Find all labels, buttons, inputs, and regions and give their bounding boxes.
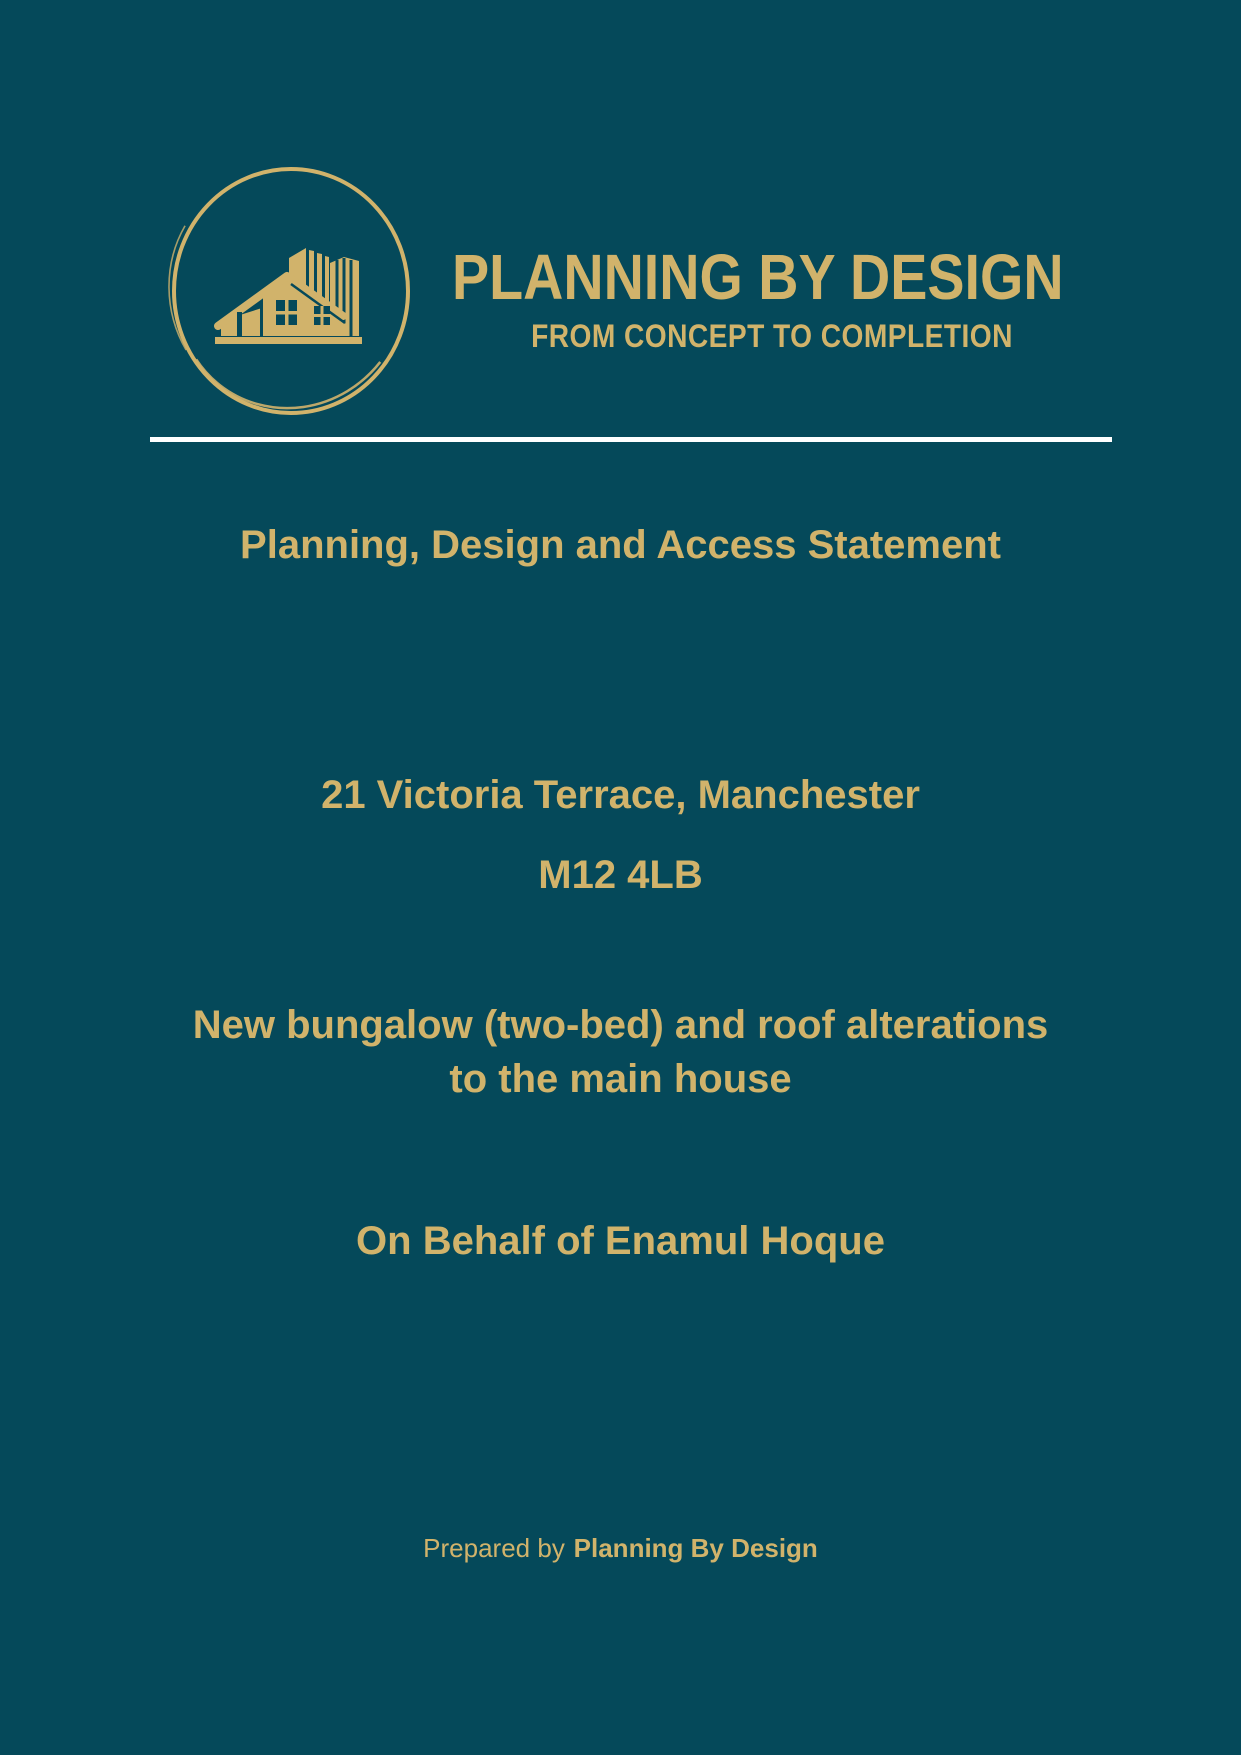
on-behalf-line: On Behalf of Enamul Hoque xyxy=(356,1219,885,1263)
site-address: 21 Victoria Terrace, Manchester xyxy=(321,773,920,817)
proposal-line-1: New bungalow (two-bed) and roof alterations xyxy=(192,1003,1049,1047)
prepared-by-prefix: Prepared by xyxy=(423,1533,565,1563)
document-title: Planning, Design and Access Statement xyxy=(240,523,1001,567)
logo-wordmark xyxy=(452,241,1092,354)
header-divider-line xyxy=(150,437,1112,442)
prepared-by-company: Planning By Design xyxy=(573,1533,818,1563)
brand-name: PLANNING BY DESIGN xyxy=(452,241,1064,313)
site-postcode: M12 4LB xyxy=(538,853,703,897)
prepared-by-line xyxy=(0,1533,1241,1564)
brand-tagline: FROM CONCEPT TO COMPLETION xyxy=(531,318,1013,354)
proposal-line-2: to the main house xyxy=(449,1057,792,1101)
proposal-description xyxy=(0,998,1241,1106)
house-logo-icon xyxy=(130,130,430,430)
